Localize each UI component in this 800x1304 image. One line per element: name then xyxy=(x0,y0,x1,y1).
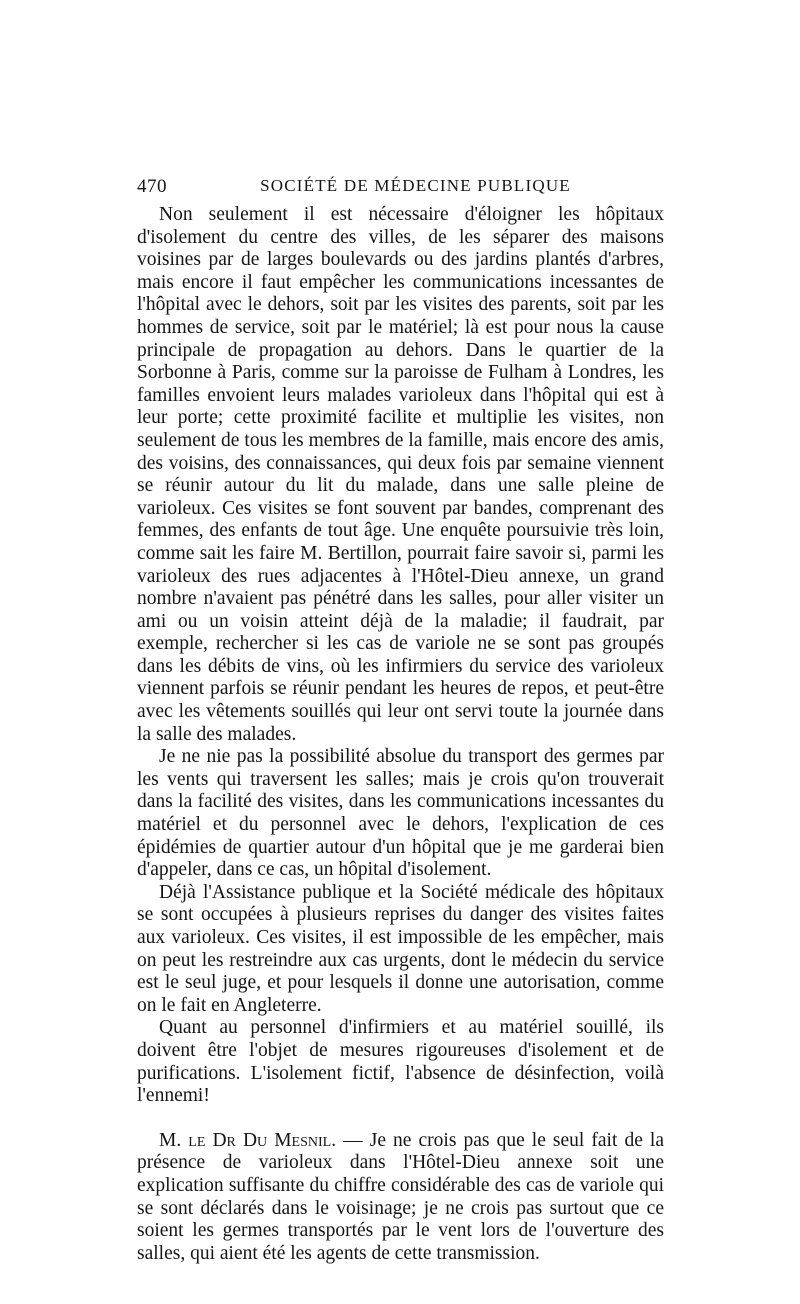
running-title: SOCIÉTÉ DE MÉDECINE PUBLIQUE xyxy=(260,176,571,195)
paragraph-assistance-publique: Déjà l'Assistance publique et la Société médicale des hôpitaux se sont occupées à plusieurs reprises du danger des visites faites aux varioleux. Ces visites, il est impossible de les empêcher, mais on peut les restreindre aux cas urgents, dont le médecin du service est le seul juge, et pour lesquels il donne une autorisation, comme on le fait en Angleterre. xyxy=(137,881,664,1016)
reply-speaker: M. le Dr Du Mesnil. xyxy=(159,1129,337,1151)
section-gap xyxy=(137,1108,664,1130)
paragraph-personnel-materiel: Quant au personnel d'infirmiers et au matériel souillé, ils doivent être l'objet de mesures rigoureuses d'isolement et de purifications. L'isolement fictif, l'absence de désinfection, voilà l'ennemi! xyxy=(137,1017,664,1107)
body-text xyxy=(137,204,664,1265)
page-header xyxy=(137,176,664,202)
reply-text: — Je ne crois pas que le seul fait de la présence de varioleux dans l'Hôtel-Dieu annexe soit une explication suffisante du chiffre considérable des cas de variole qui se sont déclarés dans le voisinage; je ne crois pas surtout que ce soient les germes transportés par le vent lors de l'ouverture des salles, qui aient été les agents de cette transmission. xyxy=(137,1129,665,1264)
paragraph-germ-transport: Je ne nie pas la possibilité absolue du transport des germes par les vents qui traversent les salles; mais je crois qu'on trouverait dans la facilité des visites, dans les communications incessantes du matériel et du personnel avec le dehors, l'explication de ces épidémies de quartier autour d'un hôpital que je me garderai bien d'appeler, dans ce cas, un hôpital d'isolement. xyxy=(137,746,664,881)
paragraph-isolation-hospitals: Non seulement il est nécessaire d'éloigner les hôpitaux d'isolement du centre des villes, de les séparer des maisons voisines par de larges boulevards ou des jardins plantés d'arbres, mais encore il faut empêcher les communications incessantes de l'hôpital avec le dehors, soit par les visites des parents, soit par les hommes de service, soit par le matériel; là est pour nous la cause principale de propagation au dehors. Dans le quartier de la Sorbonne à Paris, comme sur la paroisse de Fulham à Londres, les familles envoient leurs malades varioleux dans l'hôpital qui est à leur porte; cette proximité facilite et multiplie les visites, non seulement de tous les membres de la famille, mais encore des amis, des voisins, des connaissances, qui deux fois par semaine viennent se réunir autour du lit du malade, dans une salle pleine de varioleux. Ces visites se font souvent par bandes, comprenant des femmes, des enfants de tout âge. Une enquête poursuivie très loin, comme sait les faire M. Bertillon, pourrait faire savoir si, parmi les varioleux des rues adjacentes à l'Hôtel-Dieu annexe, un grand nombre n'avaient pas pénétré dans les salles, pour aller visiter un ami ou un voisin atteint déjà de la maladie; il faudrait, par exemple, rechercher si les cas de variole ne se sont pas groupés dans les débits de vins, où les infirmiers du service des varioleux viennent parfois se réunir pendant les heures de repos, et peut-être avec les vêtements souillés qui leur ont servi toute la journée dans la salle des malades. xyxy=(137,204,664,745)
reply-paragraph xyxy=(137,1130,664,1266)
page-number: 470 xyxy=(137,176,167,197)
